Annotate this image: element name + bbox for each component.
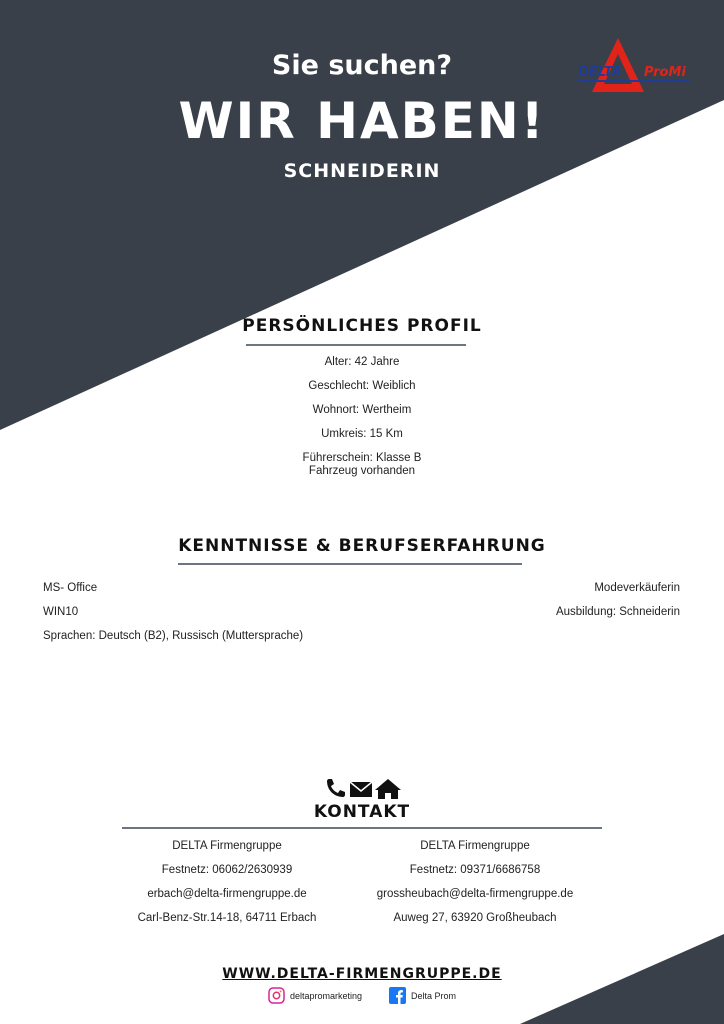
contact-email[interactable]: erbach@delta-firmengruppe.de bbox=[147, 888, 307, 900]
experience-item: Modeverkäuferin bbox=[594, 582, 680, 594]
contact-heading: KONTAKT bbox=[313, 802, 411, 822]
profile-license: Führerschein: Klasse B bbox=[302, 452, 422, 464]
contact-company: DELTA Firmengruppe bbox=[420, 840, 530, 852]
profile-vehicle: Fahrzeug vorhanden bbox=[308, 465, 416, 477]
hero-subtitle: Sie suchen? bbox=[271, 50, 453, 81]
experience-list bbox=[556, 581, 680, 629]
experience-item: Ausbildung: Schneiderin bbox=[555, 606, 680, 618]
contact-divider bbox=[122, 827, 602, 829]
skills-heading: KENNTNISSE & BERUFSERFAHRUNG bbox=[178, 536, 546, 556]
profile-residence: Wohnort: Wertheim bbox=[312, 404, 412, 416]
instagram-icon bbox=[268, 987, 285, 1004]
profile-list bbox=[0, 356, 724, 489]
profile-divider bbox=[246, 344, 466, 346]
profile-radius: Umkreis: 15 Km bbox=[321, 428, 403, 440]
contact-icons bbox=[324, 778, 402, 802]
phone-icon bbox=[327, 779, 345, 797]
job-title: SCHNEIDERIN bbox=[283, 160, 441, 182]
skills-divider bbox=[178, 563, 522, 565]
contact-phone: Festnetz: 06062/2630939 bbox=[161, 864, 293, 876]
contact-address: Auweg 27, 63920 Großheubach bbox=[393, 912, 557, 924]
facebook-page: Delta Prom bbox=[411, 990, 457, 1001]
home-icon bbox=[375, 779, 401, 799]
hero-title: WIR HABEN! bbox=[178, 92, 546, 150]
website-link[interactable]: WWW.DELTA-FIRMENGRUPPE.DE bbox=[222, 966, 502, 982]
contact-grossheubach bbox=[355, 838, 595, 934]
contact-company: DELTA Firmengruppe bbox=[172, 840, 282, 852]
profile-heading: PERSÖNLICHES PROFIL bbox=[242, 316, 482, 336]
contact-address: Carl-Benz-Str.14-18, 64711 Erbach bbox=[137, 912, 317, 924]
instagram-link[interactable] bbox=[268, 987, 362, 1004]
profile-age: Alter: 42 Jahre bbox=[324, 356, 400, 368]
svg-text:DELTA: DELTA bbox=[578, 65, 622, 80]
contact-phone: Festnetz: 09371/6686758 bbox=[409, 864, 541, 876]
skills-list bbox=[43, 581, 303, 653]
profile-gender: Geschlecht: Weiblich bbox=[308, 380, 416, 392]
svg-text:ProMi: ProMi bbox=[644, 65, 686, 80]
contact-erbach bbox=[107, 838, 347, 934]
contact-email[interactable]: grossheubach@delta-firmengruppe.de bbox=[376, 888, 574, 900]
facebook-link[interactable] bbox=[389, 987, 456, 1004]
instagram-handle: deltapromarketing bbox=[290, 990, 363, 1001]
facebook-icon bbox=[389, 987, 406, 1004]
skill-item: Sprachen: Deutsch (B2), Russisch (Muttersprache) bbox=[43, 630, 304, 642]
skill-item: MS- Office bbox=[43, 582, 98, 594]
mail-icon bbox=[350, 782, 372, 797]
skill-item: WIN10 bbox=[43, 606, 79, 618]
